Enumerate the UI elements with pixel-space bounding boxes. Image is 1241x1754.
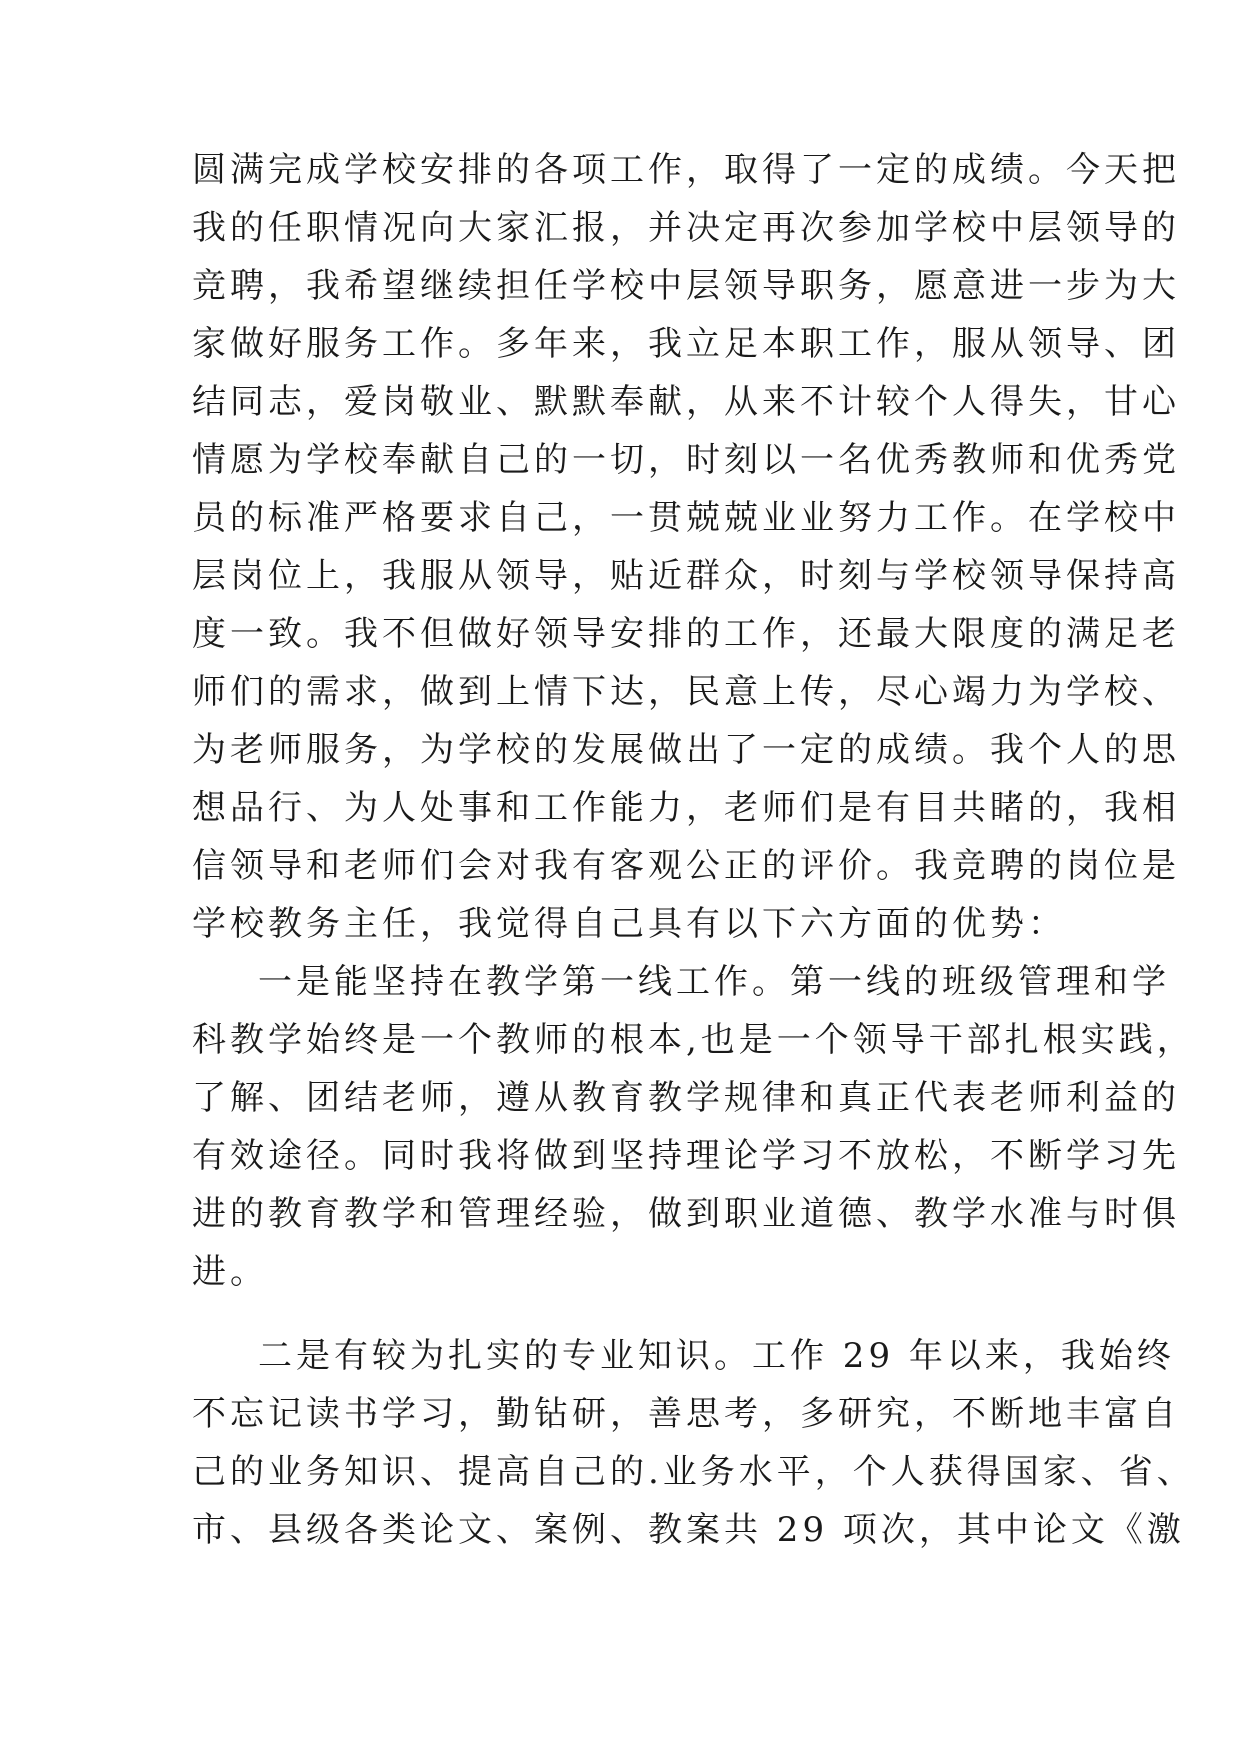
text-line: 圆满完成学校安排的各项工作，取得了一定的成绩。今天把	[192, 150, 1180, 190]
text-line: 不忘记读书学习，勤钻研，善思考，多研究，不断地丰富自	[192, 1394, 1180, 1434]
text-line: 己的业务知识、提高自己的.业务水平，个人获得国家、省、	[192, 1452, 1195, 1492]
text-line: 有效途径。同时我将做到坚持理论学习不放松，不断学习先	[192, 1136, 1180, 1176]
text-line: 竞聘，我希望继续担任学校中层领导职务，愿意进一步为大	[192, 266, 1180, 306]
text-line: 了解、团结老师，遵从教育教学规律和真正代表老师利益的	[192, 1078, 1180, 1118]
paragraph-start-line: 一是能坚持在教学第一线工作。第一线的班级管理和学	[258, 962, 1170, 1002]
text-line: 结同志，爱岗敬业、默默奉献，从来不计较个人得失，甘心	[192, 382, 1180, 422]
text-line: 为老师服务，为学校的发展做出了一定的成绩。我个人的思	[192, 730, 1180, 770]
text-line: 科教学始终是一个教师的根本,也是一个领导干部扎根实践，	[192, 1020, 1195, 1060]
text-line: 学校教务主任，我觉得自己具有以下六方面的优势：	[192, 904, 1066, 944]
paragraph-start-line: 二是有较为扎实的专业知识。工作 29 年以来，我始终	[258, 1336, 1175, 1376]
text-line: 情愿为学校奉献自己的一切，时刻以一名优秀教师和优秀党	[192, 440, 1180, 480]
text-line: 我的任职情况向大家汇报，并决定再次参加学校中层领导的	[192, 208, 1180, 248]
text-line: 层岗位上，我服从领导，贴近群众，时刻与学校领导保持高	[192, 556, 1180, 596]
text-line: 度一致。我不但做好领导安排的工作，还最大限度的满足老	[192, 614, 1180, 654]
text-line: 家做好服务工作。多年来，我立足本职工作，服从领导、团	[192, 324, 1180, 364]
text-line: 员的标准严格要求自己，一贯兢兢业业努力工作。在学校中	[192, 498, 1180, 538]
text-line: 市、县级各类论文、案例、教案共 29 项次，其中论文《激	[192, 1510, 1185, 1550]
text-line: 进。	[192, 1252, 268, 1292]
text-line: 想品行、为人处事和工作能力，老师们是有目共睹的，我相	[192, 788, 1180, 828]
text-line: 师们的需求，做到上情下达，民意上传，尽心竭力为学校、	[192, 672, 1180, 712]
text-line: 信领导和老师们会对我有客观公正的评价。我竞聘的岗位是	[192, 846, 1180, 886]
text-line: 进的教育教学和管理经验，做到职业道德、教学水准与时俱	[192, 1194, 1180, 1234]
